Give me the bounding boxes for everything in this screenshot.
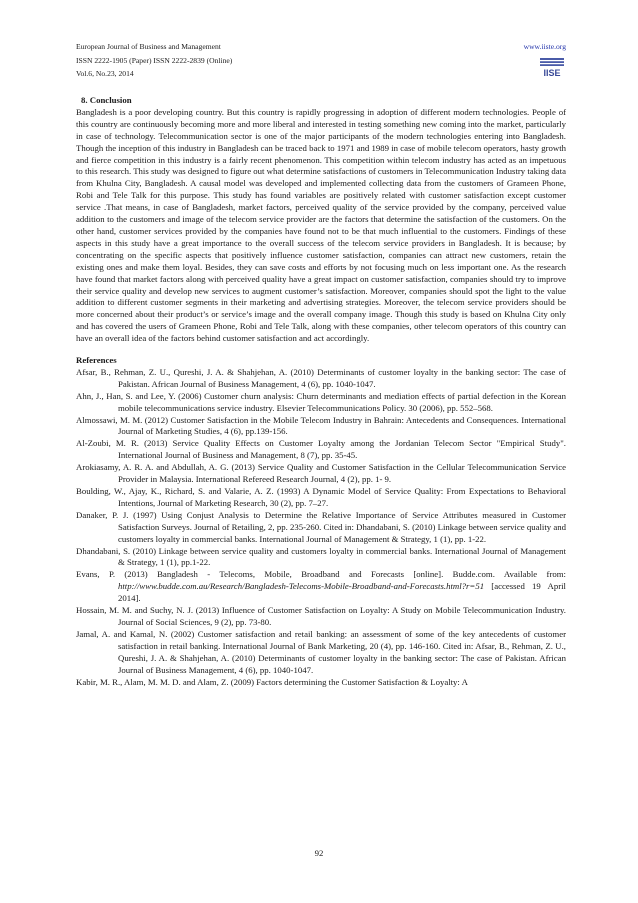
journal-url-link[interactable]: www.iiste.org	[523, 42, 566, 51]
reference-item-evans	[76, 569, 566, 605]
reference-item: Arokiasamy, A. R. A. and Abdullah, A. G. (2013) Service Quality and Customer Satisfaction in the Cellular Telecommunication Service Provider in Malaysia. International Refereed Research Journal, 4 (2), pp. 1- 9.	[76, 462, 566, 485]
section-heading: 8. Conclusion	[81, 95, 132, 105]
journal-header	[76, 40, 566, 81]
reference-link[interactable]: http://www.budde.com.au/Research/Bangladesh-Telecoms-Mobile-Broadband-and-Forecasts.html?r=51	[118, 581, 485, 592]
references-heading: References	[76, 355, 117, 366]
iiste-logo-icon	[540, 58, 564, 78]
reference-text: Evans, P. (2013) Bangladesh - Telecoms, Mobile, Broadband and Forecasts [online]. Budde.com. Available from:	[76, 569, 566, 580]
reference-item: Jamal, A. and Kamal, N. (2002) Customer satisfaction and retail banking: an assessment of some of the key antecedents of customer satisfaction in retail banking. International Journal of Bank Marketing, 20 (4), pp. 146-160. Cited in: Afsar, B., Rehman, Z. U., Qureshi, J. A. & Shahjehan, A. (2010) Determinants of customer loyalty in the banking sector: The case of Pakistan. African Journal of Business Management, 4 (6), pp. 1040-1047.	[76, 628, 566, 675]
reference-item: Hossain, M. M. and Suchy, N. J. (2013) Influence of Customer Satisfaction on Loyalty: A Study on Mobile Telecommunication Industry. Journal of Social Sciences, 9 (2), pp. 73-80.	[76, 605, 566, 627]
journal-issn: ISSN 2222-1905 (Paper) ISSN 2222-2839 (Online)	[76, 55, 233, 65]
reference-item: Kabir, M. R., Alam, M. M. D. and Alam, Z. (2009) Factors determining the Customer Satisfaction & Loyalty: A	[76, 676, 468, 687]
reference-item: Al-Zoubi, M. R. (2013) Service Quality Effects on Customer Loyalty among the Jordanian Telecom Sector "Empirical Study". International Journal of Business and Management, 8 (7), pp. 35-45.	[76, 438, 566, 461]
logo-text: IISE	[543, 68, 561, 78]
conclusion-paragraph: Bangladesh is a poor developing country. But this country is rapidly progressing in adoption of different modern technologies. People of this country are continuously becoming more and more liberal and interested in testing something new coming into the market, particularly in case of technology. Telecommunication sector is one of the major participants of the modern technologies entering into Bangladesh. Though the inception of this industry in Bangladesh can be traced back to 1971 and 1989 in case of mobile telecom operators, hasty growth and fierce competition in this industry is a fairly recent phenomenon. This competition within telecom industry has acted as an impetuous to this research. This study was designed to figure out what determine satisfactions of customers in Telecommunication Industry taking data from Khulna City, Bangladesh. A causal model was developed and implemented collecting data from the customers of Grameen Phone, Robi and Tele Talk for this purpose. This study has found variables are positively related with customer satisfaction except customer service .That means, in case of Bangladesh, market factors, perceived quality of the service provided by the company, perceived value addition to the customers and image of the telecom service provider are the factors that determine the satisfaction of the customers. On the other hand, customer services provided by the companies have found not to be that much influential to the customers. Findings of these aspects in this study have a great importance to the overall success of the telecom service providers in Bangladesh. It is because; by concentrating on the specific aspects that positively influence customer satisfaction, companies can attract new customers, retain the existing ones and make them loyal. Besides, they can save costs and efforts by not focusing much on less important one. As the research have found that market factors along with perceived quality have a great impact on customer satisfaction, companies should try to improve their service quality and develop new services to augment customer’s satisfaction. Moreover, companies should spot the light to the value addition to different customer segments in their marketing and advertising strategies. Moreover, the telecom service providers should be more concerned about their product’s or service’s image and the overall company image. Though this study is based on Khulna City only and has covered the users of Grameen Phone, Robi and Tele Talk, along with these companies, other telecom operators of this country can have an overall idea of the factors behind customer satisfaction and act accordingly.	[76, 106, 566, 344]
reference-item: Danaker, P. J. (1997) Using Conjust Analysis to Determine the Relative Importance of Service Attributes measured in Customer Satisfaction Surveys. Journal of Retailing, 2, pp. 235-260. Cited in: Dhandabani, S. (2010) Linkage between service quality and customers loyalty in commercial banks. International Journal of Management & Strategy, 1 (1), pp. 1-22.	[76, 509, 566, 544]
reference-item: Dhandabani, S. (2010) Linkage between service quality and customers loyalty in commercial banks. International Journal of Management & Strategy, 1 (1), pp.1-22.	[76, 545, 566, 568]
reference-item: Boulding, W., Ajay, K., Richard, S. and Valarie, A. Z. (1993) A Dynamic Model of Service Quality: From Expectations to Behavioral Intentions, Journal of Marketing Research, 30 (2), pp. 7–27.	[76, 486, 566, 508]
page-number: 92	[314, 848, 324, 858]
journal-volume: Vol.6, No.23, 2014	[76, 69, 134, 78]
reference-item: Afsar, B., Rehman, Z. U., Qureshi, J. A. & Shahjehan, A. (2010) Determinants of customer loyalty in the banking sector: The case of Pakistan. African Journal of Business Management, 4 (6), pp. 1040-1047.	[76, 366, 566, 389]
page-content	[76, 95, 566, 688]
journal-title: European Journal of Business and Management	[76, 42, 221, 51]
reference-text: [accessed 19 April 2014].	[118, 581, 566, 604]
reference-item: Ahn, J., Han, S. and Lee, Y. (2006) Customer churn analysis: Churn determinants and mediation effects of partial defection in the Korean mobile telecommunications service industry. Elsevier Telecommunications Policy. 30 (2006), pp. 552–568.	[76, 390, 566, 413]
reference-item: Almossawi, M. M. (2012) Customer Satisfaction in the Mobile Telecom Industry in Bahrain: Antecedents and Consequences. International Journal of Marketing Studies, 4 (6), pp.139-156.	[76, 414, 566, 437]
